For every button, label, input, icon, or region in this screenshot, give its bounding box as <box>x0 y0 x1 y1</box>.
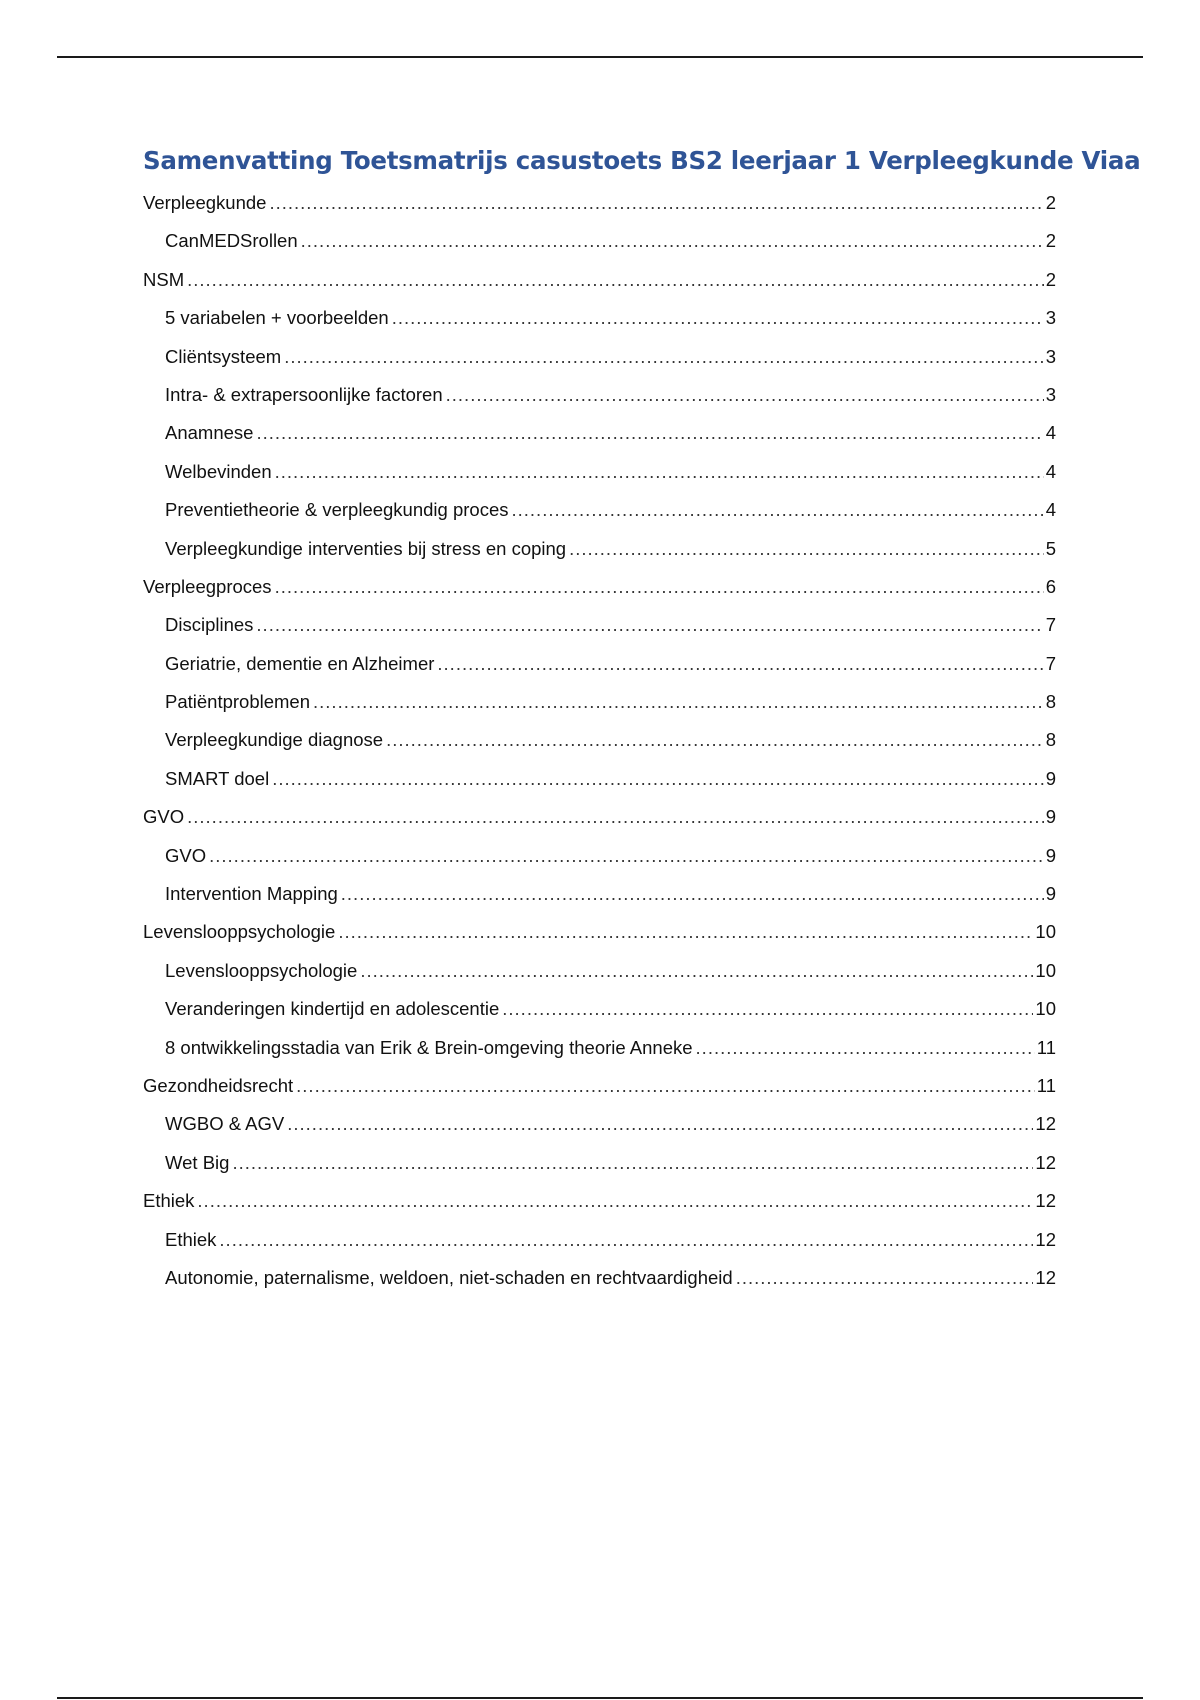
toc-dot-leader <box>219 1221 1033 1259</box>
toc-list <box>143 184 1056 1297</box>
toc-entry-page-number: 9 <box>1045 844 1056 866</box>
toc-entry-page-number: 5 <box>1045 537 1056 559</box>
toc-entry-page-number: 4 <box>1045 422 1056 444</box>
table-of-contents-page <box>143 138 1141 1297</box>
toc-entry-section[interactable] <box>143 721 1056 759</box>
toc-entry-page-number: 4 <box>1045 499 1056 521</box>
toc-entry-page-number: 8 <box>1045 691 1056 713</box>
toc-entry-page-number: 12 <box>1035 1113 1056 1135</box>
toc-entry-label: Preventietheorie & verpleegkundig proces <box>165 499 509 521</box>
toc-entry-page-number: 6 <box>1045 575 1056 597</box>
toc-entry-page-number: 9 <box>1045 883 1056 905</box>
toc-dot-leader <box>197 1182 1033 1220</box>
toc-entry-page-number: 7 <box>1045 614 1056 636</box>
toc-entry-section[interactable] <box>143 299 1056 337</box>
toc-entry-label: Veranderingen kindertijd en adolescentie <box>165 998 500 1020</box>
toc-entry-label: Autonomie, paternalisme, weldoen, niet-schaden en rechtvaardigheid <box>165 1266 733 1288</box>
toc-entry-section[interactable] <box>143 222 1056 260</box>
toc-entry-page-number: 12 <box>1035 1228 1056 1250</box>
toc-dot-leader <box>256 606 1043 644</box>
toc-dot-leader <box>360 952 1033 990</box>
toc-entry-label: Welbevinden <box>165 460 272 482</box>
toc-entry-section[interactable] <box>143 837 1056 875</box>
document-title: Samenvatting Toetsmatrijs casustoets BS2 leerjaar 1 Verpleegkunde Viaa <box>143 146 1141 175</box>
toc-entry-label: Verpleegkundige diagnose <box>165 729 384 751</box>
toc-entry-section[interactable] <box>143 683 1056 721</box>
toc-dot-leader <box>569 530 1044 568</box>
toc-entry-page-number: 7 <box>1045 652 1056 674</box>
toc-entry-label: GVO <box>165 844 207 866</box>
toc-dot-leader <box>232 1144 1033 1182</box>
toc-entry-section[interactable] <box>143 338 1056 376</box>
toc-entry-page-number: 10 <box>1035 998 1056 1020</box>
toc-entry-page-number: 12 <box>1035 1151 1056 1173</box>
toc-entry-chapter[interactable] <box>143 568 1056 606</box>
toc-dot-leader <box>287 1105 1033 1143</box>
toc-entry-label: Disciplines <box>165 614 254 636</box>
toc-entry-label: 5 variabelen + voorbeelden <box>165 307 389 329</box>
header-rule <box>57 56 1143 58</box>
toc-entry-label: Gezondheidsrecht <box>143 1074 294 1096</box>
toc-entry-label: Ethiek <box>143 1190 195 1212</box>
toc-dot-leader <box>392 299 1044 337</box>
toc-entry-chapter[interactable] <box>143 184 1056 222</box>
toc-entry-label: Verpleegproces <box>143 575 272 597</box>
toc-dot-leader <box>272 760 1044 798</box>
toc-entry-section[interactable] <box>143 453 1056 491</box>
toc-entry-page-number: 2 <box>1045 230 1056 252</box>
toc-entry-label: Cliëntsysteem <box>165 345 282 367</box>
toc-dot-leader <box>301 222 1044 260</box>
toc-entry-section[interactable] <box>143 1259 1056 1297</box>
toc-entry-page-number: 2 <box>1045 192 1056 213</box>
toc-entry-page-number: 11 <box>1036 1036 1056 1058</box>
toc-entry-page-number: 2 <box>1045 268 1056 290</box>
footer-rule <box>57 1697 1143 1699</box>
toc-dot-leader <box>502 990 1033 1028</box>
toc-entry-label: 8 ontwikkelingsstadia van Erik & Brein-omgeving theorie Anneke <box>165 1036 693 1058</box>
toc-dot-leader <box>269 184 1043 222</box>
toc-entry-section[interactable] <box>143 606 1056 644</box>
toc-dot-leader <box>313 683 1044 721</box>
toc-entry-chapter[interactable] <box>143 1182 1056 1220</box>
toc-entry-section[interactable] <box>143 1144 1056 1182</box>
toc-entry-label: Levenslooppsychologie <box>143 921 336 943</box>
toc-entry-chapter[interactable] <box>143 798 1056 836</box>
toc-entry-label: Intervention Mapping <box>165 883 338 905</box>
toc-entry-page-number: 10 <box>1035 921 1056 943</box>
toc-entry-section[interactable] <box>143 1029 1056 1067</box>
toc-entry-section[interactable] <box>143 530 1056 568</box>
toc-entry-label: Ethiek <box>165 1228 217 1250</box>
toc-entry-section[interactable] <box>143 1105 1056 1143</box>
toc-entry-chapter[interactable] <box>143 913 1056 951</box>
toc-entry-page-number: 12 <box>1035 1190 1056 1212</box>
toc-entry-label: CanMEDSrollen <box>165 230 298 252</box>
toc-dot-leader <box>446 376 1044 414</box>
toc-entry-label: Verpleegkundige interventies bij stress en coping <box>165 537 567 559</box>
toc-entry-label: WGBO & AGV <box>165 1113 285 1135</box>
toc-entry-section[interactable] <box>143 645 1056 683</box>
toc-entry-section[interactable] <box>143 875 1056 913</box>
toc-dot-leader <box>284 338 1044 376</box>
toc-entry-page-number: 3 <box>1045 307 1056 329</box>
toc-entry-page-number: 10 <box>1035 959 1056 981</box>
toc-dot-leader <box>256 414 1043 452</box>
toc-dot-leader <box>187 798 1044 836</box>
toc-entry-page-number: 12 <box>1035 1266 1056 1288</box>
toc-entry-label: Geriatrie, dementie en Alzheimer <box>165 652 435 674</box>
toc-entry-section[interactable] <box>143 491 1056 529</box>
toc-entry-page-number: 9 <box>1045 806 1056 828</box>
toc-dot-leader <box>338 913 1033 951</box>
toc-dot-leader <box>275 568 1044 606</box>
toc-dot-leader <box>187 261 1044 299</box>
toc-entry-label: NSM <box>143 268 185 290</box>
toc-entry-section[interactable] <box>143 760 1056 798</box>
toc-entry-label: Wet Big <box>165 1151 230 1173</box>
toc-dot-leader <box>736 1259 1034 1297</box>
toc-entry-section[interactable] <box>143 952 1056 990</box>
toc-entry-label: Patiëntproblemen <box>165 691 311 713</box>
toc-entry-label: Levenslooppsychologie <box>165 959 358 981</box>
toc-entry-section[interactable] <box>143 1221 1056 1259</box>
toc-dot-leader <box>275 453 1044 491</box>
toc-entry-section[interactable] <box>143 376 1056 414</box>
toc-entry-label: Verpleegkunde <box>143 192 267 213</box>
toc-entry-page-number: 9 <box>1045 767 1056 789</box>
toc-dot-leader <box>296 1067 1035 1105</box>
toc-dot-leader <box>386 721 1044 759</box>
toc-entry-page-number: 11 <box>1036 1074 1056 1096</box>
toc-entry-page-number: 8 <box>1045 729 1056 751</box>
toc-dot-leader <box>696 1029 1035 1067</box>
toc-entry-page-number: 3 <box>1045 345 1056 367</box>
toc-entry-section[interactable] <box>143 990 1056 1028</box>
toc-entry-label: SMART doel <box>165 767 270 789</box>
toc-entry-page-number: 3 <box>1045 383 1056 405</box>
toc-entry-section[interactable] <box>143 414 1056 452</box>
toc-entry-chapter[interactable] <box>143 261 1056 299</box>
toc-entry-label: Anamnese <box>165 422 254 444</box>
toc-entry-label: Intra- & extrapersoonlijke factoren <box>165 383 443 405</box>
toc-entry-page-number: 4 <box>1045 460 1056 482</box>
toc-dot-leader <box>209 837 1044 875</box>
toc-entry-chapter[interactable] <box>143 1067 1056 1105</box>
toc-dot-leader <box>341 875 1044 913</box>
toc-dot-leader <box>512 491 1044 529</box>
toc-entry-label: GVO <box>143 806 185 828</box>
toc-dot-leader <box>437 645 1043 683</box>
